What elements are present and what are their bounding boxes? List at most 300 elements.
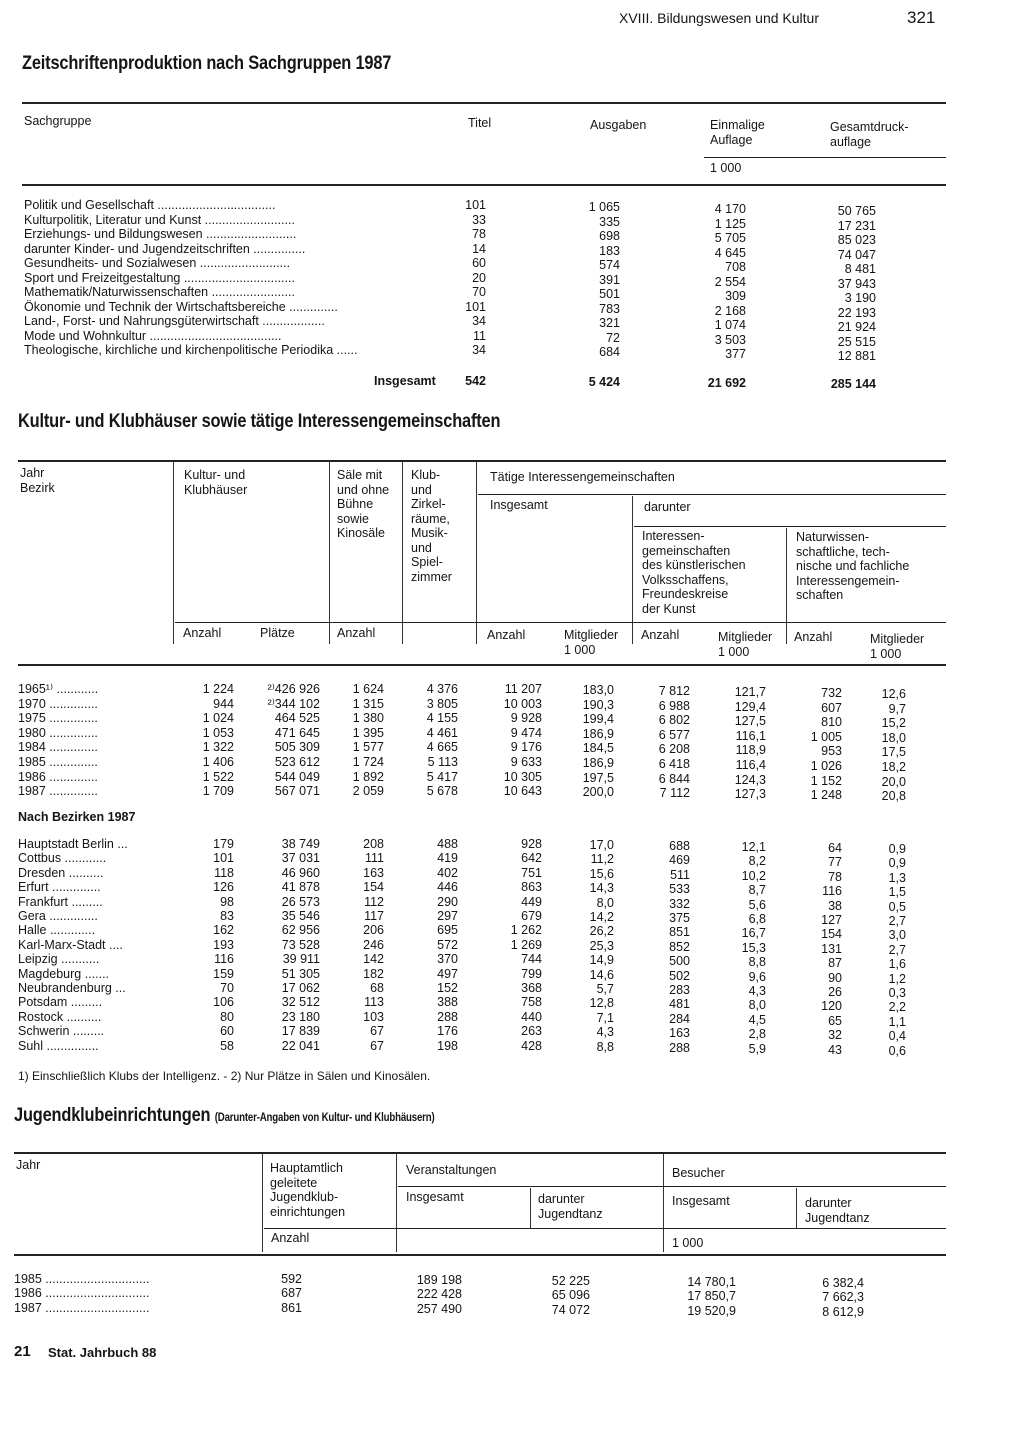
cell-value: 1 577: [352, 740, 384, 755]
cell-value: 32 512: [281, 995, 320, 1010]
t3-sub-rule: [398, 1186, 946, 1187]
cell-value: 402: [437, 865, 458, 880]
cell-value: 127,5: [734, 714, 766, 729]
cell-value: 852: [669, 939, 690, 954]
cell-value: 10 305: [503, 769, 542, 784]
t2-vrule: [786, 528, 787, 644]
cell-value: 1,1: [888, 1014, 906, 1029]
year-row: [18, 725, 928, 745]
year-row: [18, 682, 928, 701]
cell-value: 944: [213, 696, 234, 711]
cell-value: 1 074: [714, 318, 746, 332]
cell-value: 544 049: [274, 769, 320, 784]
row-label: 1986 ..............................: [14, 1286, 150, 1301]
cell-value: 574: [599, 258, 620, 272]
cell-value: 481: [669, 997, 690, 1012]
cell-value: 117: [364, 909, 384, 923]
cell-value: 284: [669, 1011, 690, 1026]
footer-text: Stat. Jahrbuch 88: [48, 1345, 157, 1360]
cell-value: 206: [363, 923, 384, 938]
cell-value: 12,1: [741, 840, 766, 854]
t2-col-saele: Säle mit und ohne Bühne sowie Kinosäle: [337, 468, 390, 540]
t3-col-hauptamtlich: Hauptamtlich geleitete Jugendklub- einrichtungen: [270, 1161, 346, 1219]
table2-title: Kultur- und Klubhäuser sowie tätige Interessengemeinschaften: [18, 410, 501, 432]
cell-value: 3 190: [844, 291, 876, 305]
bezirk-row: [18, 851, 928, 871]
cell-value: 542: [465, 374, 486, 388]
cell-value: 419: [437, 851, 458, 866]
cell-value: 14: [472, 241, 486, 256]
table1-title: Zeitschriftenproduktion nach Sachgruppen 1987: [22, 52, 392, 74]
t1-col-gesamtdruckauflage: Gesamtdruck- auflage: [830, 120, 909, 149]
bezirk-row: [18, 909, 928, 928]
row-label: Magdeburg .......: [18, 966, 110, 981]
cell-value: 74 047: [837, 247, 876, 262]
cell-value: 297: [437, 909, 458, 923]
cell-value: 9 633: [510, 755, 542, 769]
t2-vrule: [476, 462, 477, 644]
cell-value: 72: [606, 330, 620, 345]
cell-value: 12 881: [837, 349, 876, 363]
cell-value: 8,7: [748, 883, 766, 898]
cell-value: 1 152: [810, 773, 842, 788]
t3-col-jahr: Jahr: [16, 1158, 41, 1172]
cell-value: 1 322: [202, 740, 234, 755]
t2-unit-anzahl: Anzahl: [487, 628, 526, 642]
t3-unit-rule: [264, 1228, 946, 1229]
cell-value: 197,5: [582, 770, 614, 785]
row-label: Mathematik/Naturwissenschaften ........................: [24, 285, 295, 299]
t3-unit-anzahl: Anzahl: [271, 1231, 310, 1245]
t2-unit-rule: [175, 622, 946, 623]
cell-value: 67: [370, 1038, 384, 1053]
cell-value: 708: [725, 260, 746, 274]
row-label: 1975 ..............: [18, 711, 98, 726]
cell-value: 26,2: [589, 924, 614, 939]
cell-value: 17 839: [281, 1024, 320, 1039]
cell-value: 695: [437, 923, 458, 938]
cell-value: 469: [669, 853, 690, 868]
cell-value: 116,1: [735, 728, 766, 743]
bezirk-row: [18, 865, 928, 885]
cell-value: 159: [213, 966, 234, 981]
cell-value: 1,5: [888, 885, 906, 900]
cell-value: 783: [599, 301, 620, 316]
cell-value: 497: [437, 966, 458, 981]
cell-value: 9 474: [510, 725, 542, 740]
cell-value: 190,3: [582, 697, 614, 712]
cell-value: 18,0: [881, 730, 906, 745]
row-label: Suhl ...............: [18, 1038, 99, 1053]
cell-value: 8,8: [596, 1039, 614, 1054]
t2-unit-anzahl: Anzahl: [794, 630, 833, 644]
table-row: [24, 227, 924, 247]
bezirk-row: [18, 894, 928, 914]
t3-col-v-insgesamt: Insgesamt: [406, 1190, 464, 1204]
t2-unit-mitglieder: Mitglieder 1 000: [718, 630, 773, 659]
cell-value: 118: [214, 865, 234, 880]
row-label: 1965¹⁾ ............: [18, 682, 99, 696]
cell-value: 34: [472, 314, 486, 328]
t1-col-ausgaben: Ausgaben: [590, 118, 647, 132]
cell-value: 8,8: [748, 955, 766, 970]
cell-value: 500: [669, 954, 690, 969]
cell-value: 388: [437, 995, 458, 1010]
cell-value: 688: [669, 839, 690, 853]
cell-value: ²⁾426 926: [267, 682, 320, 696]
cell-value: 8,0: [596, 895, 614, 910]
cell-value: 10 003: [503, 696, 542, 711]
cell-value: 154: [821, 927, 842, 942]
cell-value: 67: [370, 1024, 384, 1039]
cell-value: 129,4: [734, 699, 766, 714]
cell-value: 17,0: [589, 838, 614, 852]
cell-value: 5 424: [588, 375, 620, 389]
t2-col-insgesamt: Insgesamt: [490, 498, 548, 512]
cell-value: 6 382,4: [822, 1276, 864, 1290]
row-label: Potsdam .........: [18, 995, 103, 1010]
cell-value: 74 072: [551, 1302, 590, 1317]
row-label: Mode und Wohnkultur ......................................: [24, 328, 282, 343]
bezirk-row: [18, 880, 928, 900]
cell-value: 33: [472, 212, 486, 227]
total-row: [24, 374, 924, 391]
cell-value: 37 031: [281, 851, 320, 866]
row-label: Karl-Marx-Stadt ....: [18, 937, 123, 952]
t2-col-jahr-bezirk: Jahr Bezirk: [20, 466, 55, 495]
t2-unit-plaetze: Plätze: [260, 626, 295, 640]
cell-value: 163: [669, 1026, 690, 1041]
year-row: [14, 1286, 914, 1305]
cell-value: 183,0: [582, 683, 614, 697]
cell-value: 37 943: [837, 276, 876, 291]
cell-value: 60: [220, 1024, 234, 1039]
cell-value: 14 780,1: [687, 1275, 736, 1289]
cell-value: 7 662,3: [822, 1290, 864, 1305]
cell-value: 112: [364, 894, 384, 909]
t3-col-b-darunter: darunter Jugendtanz: [805, 1196, 870, 1225]
cell-value: 257 490: [416, 1301, 462, 1316]
cell-value: 186,9: [582, 726, 614, 741]
row-label: 1986 ..............: [18, 769, 98, 784]
cell-value: 1,2: [888, 971, 906, 986]
cell-value: 127: [821, 913, 842, 927]
cell-value: 78: [828, 869, 842, 884]
t1-col-titel: Titel: [468, 116, 492, 130]
row-label: Cottbus ............: [18, 851, 107, 866]
cell-value: 1,3: [888, 870, 906, 885]
cell-value: 58: [220, 1038, 234, 1053]
cell-value: 283: [669, 983, 690, 997]
t2-col-ig-naturwiss: Naturwissen- schaftliche, tech- nische und fachliche Interessengemein- schaften: [796, 530, 910, 602]
cell-value: 5,6: [748, 897, 766, 912]
cell-value: 18,2: [881, 760, 906, 774]
cell-value: 246: [363, 937, 384, 952]
cell-value: 4,3: [596, 1025, 614, 1040]
cell-value: 32: [828, 1028, 842, 1043]
t3-vrule: [262, 1154, 263, 1252]
cell-value: 377: [725, 347, 746, 361]
cell-value: 607: [821, 700, 842, 715]
cell-value: 70: [220, 981, 234, 995]
cell-value: 9 928: [510, 711, 542, 726]
cell-value: 6 208: [658, 742, 690, 757]
cell-value: 22 193: [837, 305, 876, 320]
bezirk-row: [18, 1038, 928, 1058]
cell-value: 103: [363, 1009, 384, 1024]
cell-value: 288: [669, 1040, 690, 1055]
cell-value: 1 724: [352, 755, 384, 769]
cell-value: 5,7: [596, 982, 614, 996]
table1-top-rule: [22, 102, 946, 104]
row-label: 1984 ..............: [18, 740, 98, 755]
row-label: Halle .............: [18, 923, 96, 938]
cell-value: 60: [472, 256, 486, 270]
cell-value: 2 554: [714, 274, 746, 289]
cell-value: 14,2: [589, 910, 614, 924]
cell-value: 21 924: [837, 320, 876, 334]
cell-value: 1 395: [352, 725, 384, 740]
footer-number: 21: [14, 1343, 31, 1360]
table-row: [24, 328, 924, 349]
table3-subtitle: (Darunter-Angaben von Kultur- und Klubhäusern): [214, 1112, 435, 1124]
cell-value: 101: [213, 851, 234, 866]
cell-value: 14,6: [589, 967, 614, 982]
cell-value: 572: [437, 937, 458, 952]
cell-value: 19 520,9: [687, 1303, 736, 1318]
cell-value: 368: [521, 981, 542, 995]
cell-value: 8,2: [748, 854, 766, 869]
cell-value: 26 573: [281, 894, 320, 909]
cell-value: 73 528: [281, 937, 320, 952]
cell-value: 90: [828, 970, 842, 985]
cell-value: 861: [281, 1300, 302, 1315]
cell-value: 810: [821, 715, 842, 730]
cell-value: 511: [670, 867, 690, 882]
cell-value: 15,6: [589, 866, 614, 881]
cell-value: 288: [437, 1009, 458, 1024]
cell-value: 98: [220, 894, 234, 909]
year-row: [18, 696, 928, 716]
cell-value: 131: [821, 941, 842, 956]
cell-value: 23 180: [281, 1009, 320, 1024]
cell-value: 1 248: [810, 788, 842, 803]
cell-value: 193: [213, 937, 234, 952]
row-label: Leipzig ...........: [18, 952, 100, 967]
cell-value: 2,7: [888, 942, 906, 957]
t2-vrule: [173, 462, 174, 644]
cell-value: 440: [521, 1009, 542, 1024]
cell-value: 43: [828, 1042, 842, 1057]
cell-value: 3 503: [714, 332, 746, 347]
t2-col-taetige-ig: Tätige Interessengemeinschaften: [490, 470, 675, 484]
cell-value: 38 749: [281, 837, 320, 851]
row-label: Gera ..............: [18, 909, 98, 923]
cell-value: 127,3: [734, 787, 766, 802]
t1-col-einmalige: Einmalige Auflage: [710, 118, 765, 147]
cell-value: 116,4: [735, 758, 766, 772]
cell-value: 744: [521, 952, 542, 967]
page-number: 321: [907, 8, 936, 27]
cell-value: 799: [521, 966, 542, 981]
row-label: Sport und Freizeitgestaltung ................................: [24, 270, 295, 285]
row-label: 1980 ..............: [18, 725, 98, 740]
cell-value: 0,9: [888, 856, 906, 871]
table-row: [24, 299, 924, 320]
cell-value: 4 665: [426, 740, 458, 755]
cell-value: 698: [599, 229, 620, 243]
cell-value: 101: [465, 198, 486, 212]
cell-value: 80: [220, 1009, 234, 1024]
cell-value: 1 125: [714, 216, 746, 231]
row-label: 1970 ..............: [18, 696, 98, 711]
cell-value: 65 096: [551, 1288, 590, 1303]
cell-value: 4 461: [426, 725, 458, 740]
year-row: [14, 1300, 914, 1319]
t2-col-darunter: darunter: [644, 500, 691, 514]
row-label: Neubrandenburg ...: [18, 981, 126, 995]
cell-value: 8 612,9: [822, 1304, 864, 1319]
cell-value: 928: [521, 837, 542, 851]
cell-value: 4 170: [714, 202, 746, 216]
bezirk-row: [18, 995, 928, 1015]
cell-value: 15,2: [881, 716, 906, 731]
chapter-header: XVIII. Bildungswesen und Kultur: [619, 10, 820, 26]
t2-ig-rule: [478, 494, 946, 495]
table-row: [24, 256, 924, 276]
cell-value: 309: [725, 289, 746, 303]
cell-value: 488: [437, 837, 458, 851]
cell-value: 65: [828, 1013, 842, 1028]
cell-value: 106: [213, 995, 234, 1010]
bezirk-row: [18, 937, 928, 957]
cell-value: 17 850,7: [687, 1289, 736, 1304]
cell-value: 449: [521, 894, 542, 909]
table-row: [24, 270, 924, 291]
year-row: [18, 784, 928, 804]
cell-value: 6 988: [658, 698, 690, 713]
cell-value: 1 315: [352, 696, 384, 711]
cell-value: 851: [669, 925, 690, 940]
cell-value: 4 376: [426, 682, 458, 696]
table-row: [24, 212, 924, 233]
cell-value: 428: [521, 1038, 542, 1053]
t3-vrule: [396, 1154, 397, 1252]
cell-value: 126: [213, 880, 234, 895]
cell-value: 6 418: [658, 757, 690, 771]
cell-value: 1 262: [510, 923, 542, 938]
cell-value: 953: [821, 744, 842, 759]
cell-value: 0,5: [888, 899, 906, 914]
cell-value: 1 024: [202, 711, 234, 726]
cell-value: 10,2: [741, 868, 766, 883]
row-label: Frankfurt .........: [18, 894, 103, 909]
t3-col-besucher: Besucher: [672, 1166, 725, 1180]
cell-value: 154: [363, 880, 384, 895]
row-label: Erziehungs- und Bildungswesen ..........................: [24, 227, 297, 241]
row-label: Land-, Forst- und Nahrungsgüterwirtschaft ..................: [24, 314, 325, 328]
cell-value: 501: [599, 287, 620, 301]
cell-value: 0,9: [888, 842, 906, 856]
t1-unit: 1 000: [710, 161, 742, 175]
cell-value: 116: [822, 884, 842, 899]
cell-value: 15,3: [741, 940, 766, 955]
cell-value: 199,4: [582, 712, 614, 727]
t2-col-ig-kunst: Interessen- gemeinschaften des künstlerischen Volksschaffens, Freundeskreise der Kunst: [642, 529, 746, 616]
t3-unit-1000: 1 000: [672, 1236, 704, 1250]
cell-value: 1 624: [352, 682, 384, 696]
t1-unit-rule: [704, 157, 946, 158]
cell-value: 87: [828, 956, 842, 971]
bezirk-row: [18, 1024, 928, 1044]
table-row: [24, 314, 924, 334]
cell-value: 176: [437, 1024, 458, 1039]
table-row: [24, 241, 924, 262]
cell-value: 1 892: [352, 769, 384, 784]
cell-value: 8,0: [748, 998, 766, 1013]
cell-value: 2 059: [352, 784, 384, 799]
cell-value: 62 956: [281, 923, 320, 938]
cell-value: 14,3: [589, 881, 614, 896]
cell-value: 4,3: [748, 984, 766, 998]
row-label: darunter Kinder- und Jugendzeitschriften ...............: [24, 241, 306, 256]
row-label: 1987 ..............: [18, 784, 98, 799]
cell-value: ²⁾344 102: [267, 696, 320, 711]
t2-col-kulturhaeuser: Kultur- und Klubhäuser: [184, 468, 248, 497]
cell-value: 642: [521, 851, 542, 866]
cell-value: 1 053: [202, 725, 234, 740]
cell-value: 370: [437, 952, 458, 967]
t2-vrule: [402, 462, 403, 644]
cell-value: 1 406: [202, 755, 234, 769]
cell-value: 17 062: [281, 981, 320, 995]
cell-value: 121,7: [734, 685, 766, 699]
row-label: Hauptstadt Berlin ...: [18, 837, 128, 851]
cell-value: 25 515: [837, 334, 876, 349]
row-label: Gesundheits- und Sozialwesen ..........................: [24, 256, 291, 270]
cell-value: 533: [669, 882, 690, 897]
cell-value: 732: [821, 686, 842, 700]
cell-value: 6,8: [748, 912, 766, 926]
cell-value: 9,7: [888, 701, 906, 716]
cell-value: 6 802: [658, 713, 690, 728]
cell-value: 77: [828, 855, 842, 870]
row-label: 1985 ..............: [18, 755, 98, 769]
cell-value: 198: [437, 1038, 458, 1053]
cell-value: 163: [363, 865, 384, 880]
cell-value: 208: [363, 837, 384, 851]
table-row: [24, 343, 924, 363]
row-label: Schwerin .........: [18, 1024, 105, 1039]
t2-footnote: 1) Einschließlich Klubs der Intelligenz. - 2) Nur Plätze in Sälen und Kinosälen.: [18, 1069, 431, 1083]
cell-value: 2,7: [888, 914, 906, 928]
cell-value: 22 041: [281, 1038, 320, 1053]
row-label: Theologische, kirchliche und kirchenpolitische Periodika ......: [24, 343, 358, 357]
t3-vrule: [796, 1188, 797, 1228]
cell-value: 152: [437, 981, 458, 995]
t2-col-klubraeume: Klub- und Zirkel- räume, Musik- und Spiel- zimmer: [411, 468, 452, 584]
cell-value: 335: [599, 214, 620, 229]
t3-vrule: [530, 1188, 531, 1228]
year-row: [18, 755, 928, 774]
cell-value: 20,8: [881, 789, 906, 804]
cell-value: 3,0: [888, 928, 906, 943]
cell-value: 85 023: [837, 233, 876, 247]
cell-value: 0,4: [888, 1029, 906, 1044]
cell-value: 321: [599, 316, 620, 330]
bezirk-row: [18, 966, 928, 986]
cell-value: 9,6: [748, 969, 766, 984]
